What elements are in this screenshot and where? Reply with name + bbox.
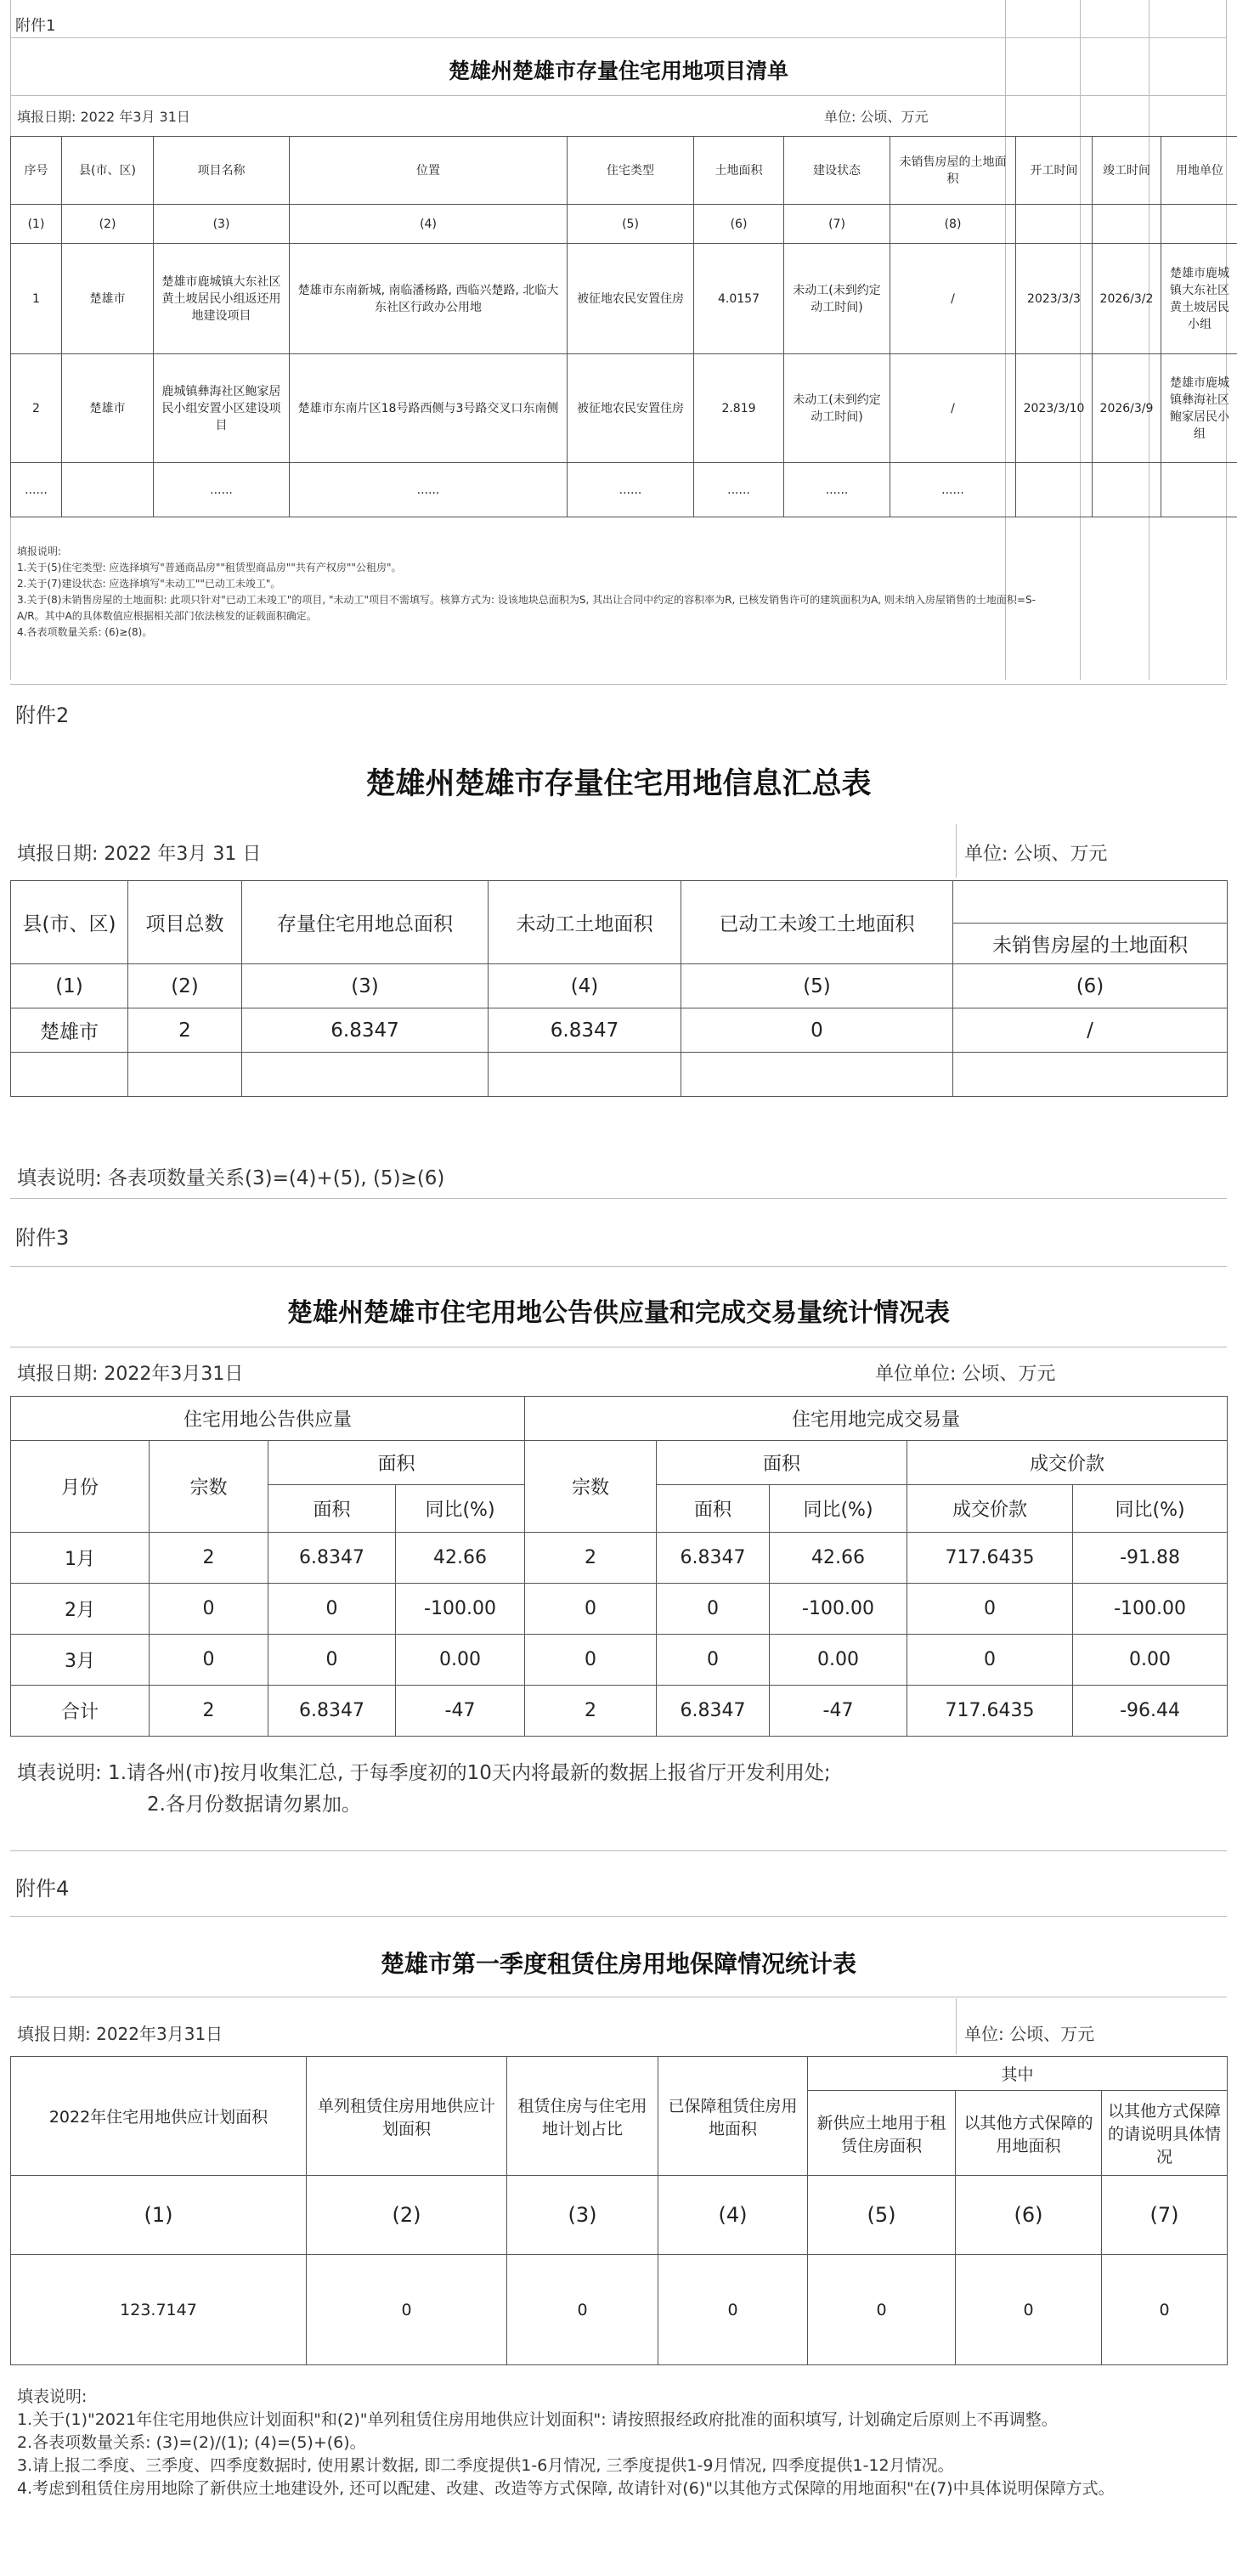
- table-cell: [1161, 463, 1237, 517]
- header-cell-blank: [953, 881, 1228, 924]
- index-cell: (2): [307, 2176, 507, 2255]
- table-cell: 楚雄市: [62, 244, 154, 354]
- index-cell: (2): [128, 964, 242, 1008]
- table-cell: 2023/3/3: [1016, 244, 1093, 354]
- header-cell: 新供应土地用于租赁住房面积: [808, 2091, 956, 2176]
- header-cell: 存量住宅用地总面积: [242, 881, 489, 964]
- table-index-row: [11, 205, 1237, 244]
- annex-3-note-2: 2.各月份数据请勿累加。: [147, 1794, 361, 1816]
- table-cell: 楚雄市鹿城镇大东社区黄土坡居民小组: [1161, 244, 1237, 354]
- header-cell: 成交价款: [907, 1485, 1073, 1533]
- table-cell: 0: [658, 2255, 808, 2365]
- table-cell: /: [890, 244, 1016, 354]
- annex-2-note: 填表说明: 各表项数量关系(3)=(4)+(5), (5)≥(6): [17, 1167, 445, 1189]
- header-cell: 面积: [268, 1441, 525, 1485]
- table-cell: 0: [956, 2255, 1102, 2365]
- index-cell: (1): [11, 964, 128, 1008]
- header-cell: 面积: [657, 1441, 907, 1485]
- table-cell: 2: [525, 1533, 657, 1584]
- table-cell: 1: [11, 244, 62, 354]
- index-cell: (1): [11, 2176, 307, 2255]
- annex-3-table: [10, 1396, 1228, 1737]
- table-cell: 0: [681, 1008, 953, 1053]
- grid-line: [10, 1198, 1227, 1199]
- header-cell: 住宅类型: [568, 137, 694, 205]
- table-cell: 0: [525, 1635, 657, 1686]
- grid-line: [10, 1916, 1227, 1917]
- table-cell: 6.8347: [657, 1686, 770, 1737]
- header-cell: 开工时间: [1016, 137, 1093, 205]
- annex-2-date: 填报日期: 2022 年3月 31 日: [17, 844, 262, 865]
- grid-line: [10, 684, 1227, 685]
- index-cell: [1093, 205, 1161, 244]
- table-cell: [1093, 463, 1161, 517]
- index-cell: (6): [694, 205, 784, 244]
- table-cell: 0: [907, 1635, 1073, 1686]
- annex-2-table: [10, 880, 1228, 1097]
- table-cell: 0: [507, 2255, 658, 2365]
- annex-2-title: 楚雄州楚雄市存量住宅用地信息汇总表: [365, 767, 872, 801]
- annex-4-table: [10, 2056, 1228, 2365]
- header-cell: 2022年住宅用地供应计划面积: [11, 2057, 307, 2176]
- table-cell: 合计: [11, 1686, 150, 1737]
- table-cell: 42.66: [396, 1533, 525, 1584]
- table-cell: 42.66: [770, 1533, 907, 1584]
- table-cell: 3月: [11, 1635, 150, 1686]
- header-cell: 面积: [657, 1485, 770, 1533]
- header-cell: 未销售房屋的土地面积: [890, 137, 1016, 205]
- header-cell: 竣工时间: [1093, 137, 1161, 205]
- annex-3-date: 填报日期: 2022年3月31日: [17, 1364, 244, 1385]
- header-cell: 面积: [268, 1485, 396, 1533]
- table-cell: 717.6435: [907, 1686, 1073, 1737]
- group-header: 其中: [808, 2057, 1228, 2091]
- header-cell: 县(市、区): [62, 137, 154, 205]
- index-cell: (1): [11, 205, 62, 244]
- table-cell: 6.8347: [242, 1008, 489, 1053]
- table-cell: ......: [694, 463, 784, 517]
- index-cell: (3): [242, 964, 489, 1008]
- annex-4-title: 楚雄市第一季度租赁住房用地保障情况统计表: [380, 1950, 856, 1978]
- annex-1-table: [10, 136, 1237, 517]
- table-cell: 2026/3/9: [1093, 354, 1161, 463]
- table-cell: 0: [268, 1635, 396, 1686]
- header-cell: 以其他方式保障的用地面积: [956, 2091, 1102, 2176]
- index-cell: (6): [956, 2176, 1102, 2255]
- annex-4-unit: 单位: 公顷、万元: [964, 2024, 1095, 2044]
- table-cell: 0: [307, 2255, 507, 2365]
- table-cell: ......: [290, 463, 568, 517]
- table-cell: -96.44: [1073, 1686, 1228, 1737]
- index-cell: (8): [890, 205, 1016, 244]
- grid-line: [10, 95, 1227, 96]
- header-cell: 未销售房屋的土地面积: [953, 924, 1228, 964]
- table-cell: ......: [784, 463, 890, 517]
- header-cell: 租赁住房与住宅用地计划占比: [507, 2057, 658, 2176]
- header-cell: 同比(%): [396, 1485, 525, 1533]
- table-header-row: [11, 137, 1237, 205]
- table-cell: 2.819: [694, 354, 784, 463]
- table-cell: 0.00: [396, 1635, 525, 1686]
- table-cell: 0: [907, 1584, 1073, 1635]
- annex-4-notes: 填表说明: 1.关于(1)"2021年住宅用地供应计划面积"和(2)"单列租赁住房用地供应计划面积": 请按照报经政府批准的面积填写, 计划确定后原则上不再调整。 2.各表项数量关系: (3)=(2)/(1); (4)=(5)+(6)。 3.请上报二季度、三季度、四季度数据时, 使用累计数据, 即二季度提供1-6月情况, 三季度提供1-9月情况, 四季度提供1-12月情况。 4.考虑到租赁住房用地除了新供应土地建设外, 还可以配建、改建、改造等方式保障, 故请针对(6)"以其他方式保障的用地面积"在(7)中具体说明保障方式。: [17, 2387, 1115, 2498]
- grid-line: [10, 1850, 1227, 1851]
- header-cell: 单列租赁住房用地供应计划面积: [307, 2057, 507, 2176]
- table-row: [11, 1053, 1228, 1097]
- grid-line: [956, 1998, 957, 2054]
- index-cell: (6): [953, 964, 1228, 1008]
- table-cell: ......: [890, 463, 1016, 517]
- index-cell: (3): [154, 205, 290, 244]
- group-header-deal: 住宅用地完成交易量: [525, 1397, 1228, 1441]
- header-cell: 月份: [11, 1441, 150, 1533]
- table-cell: -100.00: [1073, 1584, 1228, 1635]
- table-row: [11, 2255, 1228, 2365]
- annex-1-title: 楚雄州楚雄市存量住宅用地项目清单: [448, 59, 788, 83]
- annex-1-unit: 单位: 公顷、万元: [824, 109, 929, 125]
- header-cell: 同比(%): [1073, 1485, 1228, 1533]
- table-row: [11, 1533, 1228, 1584]
- table-cell: 2: [150, 1686, 268, 1737]
- header-cell: 已保障租赁住房用地面积: [658, 2057, 808, 2176]
- table-cell: -91.88: [1073, 1533, 1228, 1584]
- table-cell: 6.8347: [268, 1686, 396, 1737]
- table-row: [11, 244, 1237, 354]
- table-cell: 楚雄市: [62, 354, 154, 463]
- header-cell: 建设状态: [784, 137, 890, 205]
- annex-3-label: 附件3: [15, 1226, 70, 1250]
- table-cell: 0: [150, 1635, 268, 1686]
- header-cell: 已动工未竣工土地面积: [681, 881, 953, 964]
- table-cell: -47: [770, 1686, 907, 1737]
- table-cell: 2月: [11, 1584, 150, 1635]
- table-row: [11, 1008, 1228, 1053]
- index-cell: (7): [784, 205, 890, 244]
- table-cell: 0: [808, 2255, 956, 2365]
- table-cell: ......: [568, 463, 694, 517]
- annex-3-note-1: 填表说明: 1.请各州(市)按月收集汇总, 于每季度初的10天内将最新的数据上报省厅开发利用处;: [17, 1762, 831, 1784]
- table-row: [11, 354, 1237, 463]
- table-cell: ......: [11, 463, 62, 517]
- annex-1-notes: 填报说明: 1.关于(5)住宅类型: 应选择填写"普通商品房""租赁型商品房""共有产权房""公租房"。 2.关于(7)建设状态: 应选择填写"未动工""已动工未竣工"。 3.关于(8)未销售房屋的土地面积: 此项只针对"已动工未竣工"的项目, "未动工"项目不需填写。核算方式为: 设该地块总面积为S, 其出让合同中约定的容积率为R, 已核发销售许可的建筑面积为A, 则未纳入房屋销售的土地面积=S-A/R。其中A的具体数值应根据相关部门依法核发的证载面积确定。 4.各表项数量关系: (6)≥(8)。: [17, 545, 1036, 638]
- annex-1-date: 填报日期: 2022 年3月 31日: [17, 109, 190, 125]
- index-cell: (4): [290, 205, 568, 244]
- header-cell: 位置: [290, 137, 568, 205]
- table-row: [11, 1635, 1228, 1686]
- table-cell: -100.00: [770, 1584, 907, 1635]
- table-cell: 未动工(未到约定动工时间): [784, 244, 890, 354]
- table-cell: 楚雄市鹿城镇彝海社区鲍家居民小组: [1161, 354, 1237, 463]
- header-cell: 序号: [11, 137, 62, 205]
- table-cell: -100.00: [396, 1584, 525, 1635]
- table-row: [11, 463, 1237, 517]
- table-row: [11, 1686, 1228, 1737]
- index-cell: (4): [489, 964, 681, 1008]
- header-cell: 县(市、区): [11, 881, 128, 964]
- table-cell: 0: [150, 1584, 268, 1635]
- table-cell: 2026/3/2: [1093, 244, 1161, 354]
- table-cell: 未动工(未到约定动工时间): [784, 354, 890, 463]
- annex-4-label: 附件4: [15, 1877, 70, 1901]
- table-cell: 123.7147: [11, 2255, 307, 2365]
- header-cell: 宗数: [525, 1441, 657, 1533]
- annex-3-title: 楚雄州楚雄市住宅用地公告供应量和完成交易量统计情况表: [287, 1298, 950, 1328]
- header-cell: 未动工土地面积: [489, 881, 681, 964]
- header-cell: 项目名称: [154, 137, 290, 205]
- table-cell: [1016, 463, 1093, 517]
- table-cell: -47: [396, 1686, 525, 1737]
- table-cell: 1月: [11, 1533, 150, 1584]
- annex-1-label: 附件1: [15, 17, 56, 35]
- index-cell: (5): [568, 205, 694, 244]
- table-cell: 楚雄市: [11, 1008, 128, 1053]
- table-cell: 0: [525, 1584, 657, 1635]
- index-cell: (7): [1102, 2176, 1228, 2255]
- table-cell: 0: [657, 1635, 770, 1686]
- header-cell: 宗数: [150, 1441, 268, 1533]
- table-cell: 0.00: [1073, 1635, 1228, 1686]
- table-cell: 0: [1102, 2255, 1228, 2365]
- index-cell: [1016, 205, 1093, 244]
- table-cell: 0.00: [770, 1635, 907, 1686]
- grid-line: [10, 37, 1227, 38]
- header-cell: 用地单位: [1161, 137, 1237, 205]
- table-cell: /: [953, 1008, 1228, 1053]
- group-header-supply: 住宅用地公告供应量: [11, 1397, 525, 1441]
- annex-2-unit: 单位: 公顷、万元: [964, 844, 1108, 865]
- header-cell: 土地面积: [694, 137, 784, 205]
- table-cell: 被征地农民安置住房: [568, 244, 694, 354]
- table-cell: [62, 463, 154, 517]
- table-cell: 0: [657, 1584, 770, 1635]
- grid-line: [10, 1266, 1227, 1267]
- header-cell: 同比(%): [770, 1485, 907, 1533]
- table-cell: 2: [11, 354, 62, 463]
- table-index-row: [11, 2176, 1228, 2255]
- index-cell: (2): [62, 205, 154, 244]
- annex-3-unit: 单位单位: 公顷、万元: [875, 1364, 1056, 1385]
- table-cell: 楚雄市东南片区18号路西侧与3号路交叉口东南侧: [290, 354, 568, 463]
- table-cell: 0: [268, 1584, 396, 1635]
- header-cell: 成交价款: [907, 1441, 1228, 1485]
- table-cell: 鹿城镇彝海社区鲍家居民小组安置小区建设项目: [154, 354, 290, 463]
- index-cell: [1161, 205, 1237, 244]
- grid-line: [956, 824, 957, 878]
- table-cell: 6.8347: [489, 1008, 681, 1053]
- table-cell: 楚雄市东南新城, 南临潘杨路, 西临兴楚路, 北临大东社区行政办公用地: [290, 244, 568, 354]
- table-cell: 2023/3/10: [1016, 354, 1093, 463]
- table-cell: 4.0157: [694, 244, 784, 354]
- index-cell: (4): [658, 2176, 808, 2255]
- table-index-row: [11, 964, 1228, 1008]
- table-cell: 被征地农民安置住房: [568, 354, 694, 463]
- header-cell: 以其他方式保障的请说明具体情况: [1102, 2091, 1228, 2176]
- annex-2-label: 附件2: [15, 703, 70, 727]
- table-cell: /: [890, 354, 1016, 463]
- annex-4-date: 填报日期: 2022年3月31日: [17, 2024, 223, 2044]
- index-cell: (5): [808, 2176, 956, 2255]
- table-row: [11, 1584, 1228, 1635]
- table-cell: 2: [525, 1686, 657, 1737]
- table-cell: ......: [154, 463, 290, 517]
- table-cell: 2: [150, 1533, 268, 1584]
- table-cell: 717.6435: [907, 1533, 1073, 1584]
- header-cell: 项目总数: [128, 881, 242, 964]
- table-cell: 楚雄市鹿城镇大东社区黄土坡居民小组返还用地建设项目: [154, 244, 290, 354]
- table-cell: 2: [128, 1008, 242, 1053]
- index-cell: (5): [681, 964, 953, 1008]
- table-cell: 6.8347: [657, 1533, 770, 1584]
- table-cell: 6.8347: [268, 1533, 396, 1584]
- index-cell: (3): [507, 2176, 658, 2255]
